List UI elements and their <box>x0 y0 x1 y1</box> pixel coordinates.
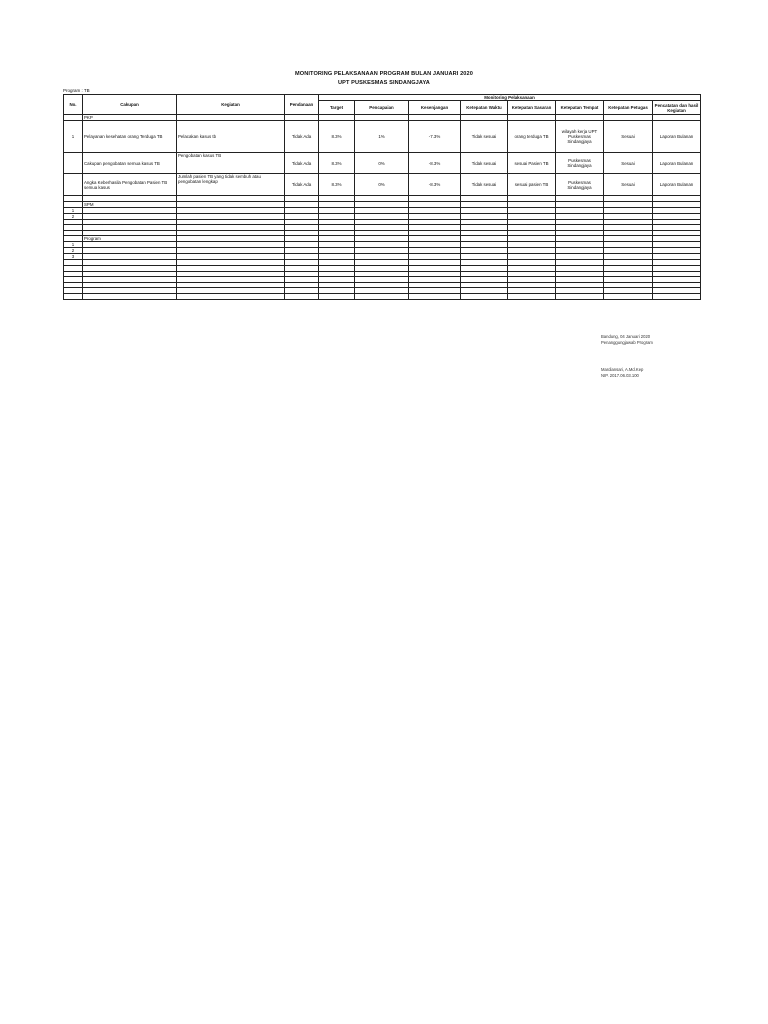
signature-place-date: Bandung, 04 Januari 2020 <box>601 334 651 339</box>
col-header-pencatatan: Pencatatan dan hasil Kegiatan <box>653 101 701 115</box>
cell-no: 3 <box>64 254 83 260</box>
cell-target: 8.3% <box>319 153 355 174</box>
section-label-program: Program <box>83 236 177 242</box>
monitoring-table <box>63 94 701 300</box>
cell-cakupan: Cakupan pengobatan semua kasus TB <box>83 153 177 174</box>
cell-ketepatan-sasaran: sesuai Pasien TB <box>508 153 556 174</box>
section-label-pkp: PKP <box>83 115 177 121</box>
cell-ketepatan-sasaran: sesuai pasien TB <box>508 174 556 196</box>
col-header-cakupan: Cakupan <box>83 95 177 115</box>
page-subtitle: UPT PUSKESMAS SINDANGJAYA <box>338 80 430 86</box>
cell-ketepatan-petugas: Sesuai <box>604 153 653 174</box>
signature-name: Mardiansari, A.Md.Kep <box>601 367 644 372</box>
table-row <box>64 153 701 174</box>
cell-cakupan: Pelayanan kesehatan orang Terduga TB <box>83 121 177 153</box>
table-row <box>64 121 701 153</box>
cell-no: 2 <box>64 213 83 219</box>
cell-pencatatan: Laporan Bulanan <box>653 174 701 196</box>
cell-ketepatan-tempat: wilayah kerja UPT Puskesmas Sindangjaya <box>556 121 604 153</box>
signature-block-top <box>601 334 653 346</box>
signature-block-bottom <box>601 367 643 379</box>
cell-no: 1 <box>64 121 83 153</box>
signature-role: Penanggungjawab Program <box>601 340 653 345</box>
cell-cakupan: Angka Keberhasila Pengobatan Pasien TB semua kasus <box>83 174 177 196</box>
cell-ketepatan-tempat: Puskesmas Sindangjaya <box>556 174 604 196</box>
cell-target: 8.3% <box>319 174 355 196</box>
col-header-no: No. <box>64 95 83 115</box>
cell-no: 2 <box>64 248 83 254</box>
cell-ketepatan-petugas: Sesuai <box>604 174 653 196</box>
col-header-ketepatan-petugas: Ketepatan Petugas <box>604 101 653 115</box>
cell-pencatatan: Laporan Bulanan <box>653 153 701 174</box>
cell-pencapaian: 1% <box>355 121 409 153</box>
cell-ketepatan-tempat: Puskesmas Sindangjaya <box>556 153 604 174</box>
col-header-pendanaan: Pendanaan <box>285 95 319 115</box>
cell-pendanaan: Tidak Ada <box>285 121 319 153</box>
cell-no <box>64 153 83 174</box>
cell-ketepatan-waktu: Tidak sesuai <box>461 153 508 174</box>
col-header-monitoring-group: Monitoring Pelaksanaan <box>319 95 701 101</box>
col-header-ketepatan-waktu: Ketepatan Waktu <box>461 101 508 115</box>
cell-no: 1 <box>64 207 83 213</box>
cell-kesenjangan: -8.3% <box>409 153 461 174</box>
cell-pendanaan: Tidak Ada <box>285 174 319 196</box>
cell-kegiatan: Jumlah pasien TB yang tidak sembuh atau pengobatan lengkap <box>177 174 285 196</box>
section-label-spm: SPM <box>83 201 177 207</box>
cell-kegiatan: Pengobatan kasus TB <box>177 153 285 174</box>
cell-ketepatan-waktu: Tidak sesuai <box>461 174 508 196</box>
col-header-target: Target <box>319 101 355 115</box>
cell-kegiatan: Pelacakan kasus tb <box>177 121 285 153</box>
table-row <box>64 174 701 196</box>
cell-kesenjangan: -7.3% <box>409 121 461 153</box>
signature-nip: NIP. 2017.06.03.100 <box>601 373 639 378</box>
col-header-kesenjangan: Kesenjangan <box>409 101 461 115</box>
col-header-ketepatan-sasaran: Ketepatan Sasaran <box>508 101 556 115</box>
cell-kesenjangan: -8.3% <box>409 174 461 196</box>
col-header-ketepatan-tempat: Ketepatan Tempat <box>556 101 604 115</box>
cell-pencapaian: 0% <box>355 153 409 174</box>
cell-pencatatan: Laporan Bulanan <box>653 121 701 153</box>
program-label: Program : TB <box>63 88 90 93</box>
cell-ketepatan-sasaran: orang terduga TB <box>508 121 556 153</box>
cell-ketepatan-waktu: Tidak sesuai <box>461 121 508 153</box>
cell-pencapaian: 0% <box>355 174 409 196</box>
cell-ketepatan-petugas: Sesuai <box>604 121 653 153</box>
col-header-pencapaian: Pencapaian <box>355 101 409 115</box>
col-header-kegiatan: Kegiatan <box>177 95 285 115</box>
cell-pendanaan: Tidak Ada <box>285 153 319 174</box>
cell-no <box>64 174 83 196</box>
cell-no: 1 <box>64 242 83 248</box>
page-title: MONITORING PELAKSANAAN PROGRAM BULAN JANUARI 2020 <box>295 71 473 77</box>
table-row <box>64 293 701 299</box>
cell-target: 8.3% <box>319 121 355 153</box>
